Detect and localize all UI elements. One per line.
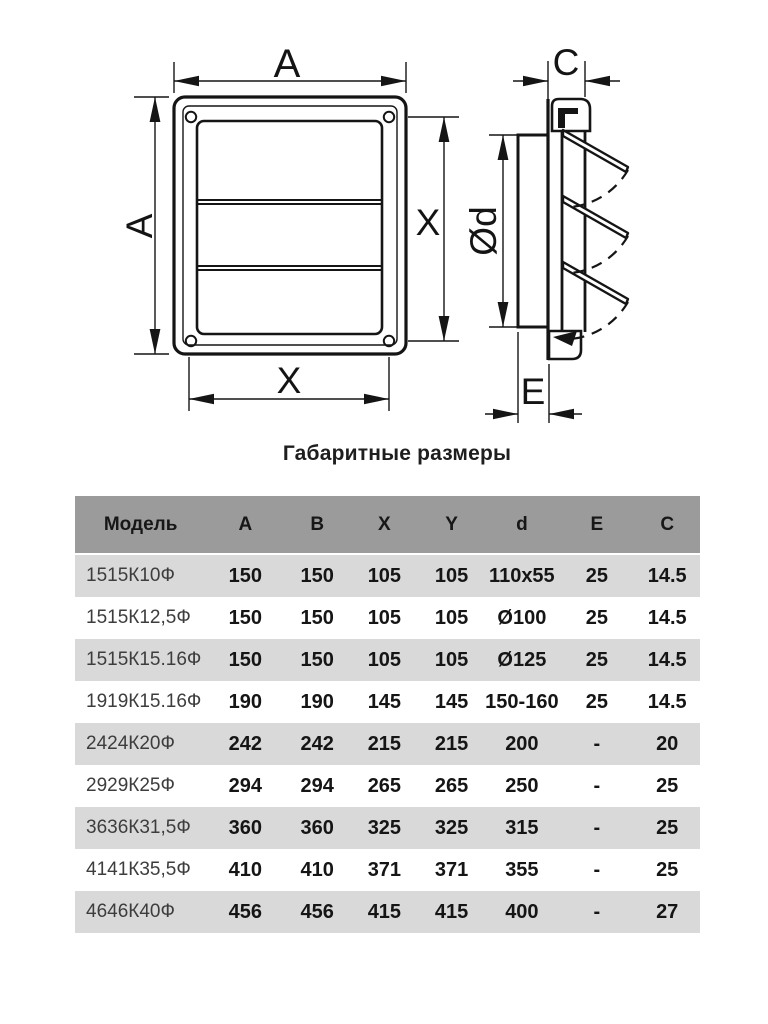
side-view [463,42,628,423]
front-view [119,42,459,411]
size-table [75,496,700,933]
dimension-value-cell: 456 [300,900,334,923]
model-name-cell: 3636К31,5Ф [86,817,191,838]
col-header-b: B [284,496,350,554]
dimension-value-cell: 150 [228,648,262,671]
drawing-caption: Габаритные размеры [282,442,512,465]
table-row [75,807,700,849]
model-name-cell: 4141К35,5Ф [86,859,191,880]
model-name-cell: 1919К15.16Ф [86,691,202,712]
dimension-value-cell: 410 [300,858,334,881]
dimension-value-cell: 456 [228,900,262,923]
dimension-value-cell: 14.5 [647,606,687,629]
dimension-value-cell: 325 [434,816,469,839]
dimension-value-cell: Ø125 [497,648,547,671]
dimension-value-cell: Ø100 [497,606,547,629]
table-row [75,597,700,639]
top-hook [552,99,590,131]
dimension-value-cell: 105 [367,564,402,587]
dimension-value-cell: 294 [300,774,334,797]
col-header-d: d [484,496,559,554]
duct-spigot [518,135,548,327]
dimension-value-cell: 325 [367,816,402,839]
dimension-value-cell: 294 [228,774,262,797]
dimension-value-cell: 415 [434,900,469,923]
size-table-header [75,496,700,554]
dim-label-c: C [552,42,580,83]
dimension-value-cell: 25 [656,816,679,839]
dimension-value-cell: 410 [228,858,262,881]
dimension-value-cell: 105 [434,606,469,629]
dimension-value-cell: 242 [300,732,334,755]
dimension-value-cell: 14.5 [647,690,687,713]
flap-swing-arcs [571,170,628,339]
dim-label-a-top: A [273,42,301,86]
model-name-cell: 4646К40Ф [86,901,175,922]
dimension-value-cell: 242 [228,732,262,755]
dimension-value-cell: 105 [434,648,469,671]
dimension-value-cell: 25 [585,564,608,587]
dimension-value-cell: 25 [656,858,679,881]
dimension-value-cell: 200 [505,732,539,755]
dim-label-x-bottom: X [276,360,302,401]
dimension-value-cell: 145 [367,690,402,713]
dimension-drawing [0,0,768,430]
dimension-value-cell: 14.5 [647,648,687,671]
dimension-value-cell: 145 [434,690,469,713]
col-header-c: C [634,496,700,554]
table-row [75,765,700,807]
model-name-cell: 2929К25Ф [86,775,175,796]
dimension-value-cell: 150 [228,564,262,587]
dimension-value-cell: 105 [434,564,469,587]
col-header-y: Y [419,496,485,554]
dimension-value-cell: 190 [300,690,334,713]
dimension-value-cell: 360 [300,816,334,839]
dimension-value-cell: 400 [505,900,539,923]
dimension-value-cell: 25 [585,690,608,713]
dimension-value-cell: 371 [434,858,469,881]
table-row [75,723,700,765]
model-name-cell: 1515К15.16Ф [86,649,202,670]
table-row [75,681,700,723]
louver-panel [197,121,382,334]
dim-label-e: E [520,371,546,412]
dimension-value-cell: 415 [367,900,402,923]
dimension-value-cell: 25 [656,774,679,797]
dimension-value-cell: 315 [505,816,539,839]
dim-label-x-right: X [415,202,441,243]
dimension-value-cell: - [593,816,601,839]
flap [563,130,628,172]
dimension-value-cell: - [593,732,601,755]
dimension-value-cell: 265 [434,774,469,797]
size-table-body [75,554,700,933]
dimension-value-cell: 250 [505,774,539,797]
dimension-value-cell: 265 [367,774,402,797]
dimension-value-cell: 25 [585,648,608,671]
dimension-value-cell: 150 [300,648,334,671]
dimension-value-cell: - [593,774,601,797]
dimension-value-cell: 150 [300,606,334,629]
dim-label-diameter: Ød [463,206,504,256]
dimension-value-cell: 190 [228,690,262,713]
louver-flaps [563,130,628,304]
dimension-value-cell: 25 [585,606,608,629]
model-name-cell: 1515К12,5Ф [86,607,191,628]
dimension-value-cell: 150-160 [485,690,559,713]
table-row [75,891,700,933]
dimension-value-cell: 14.5 [647,564,687,587]
col-header-x: X [350,496,419,554]
dimension-value-cell: - [593,858,601,881]
dimension-value-cell: 150 [300,564,334,587]
dimension-value-cell: - [593,900,601,923]
col-header-e: E [559,496,634,554]
dimension-value-cell: 27 [656,900,679,923]
dimension-value-cell: 215 [367,732,402,755]
model-name-cell: 2424К20Ф [86,733,175,754]
col-header-model: Модель [75,496,206,554]
flap [563,196,628,238]
dimension-value-cell: 355 [505,858,539,881]
dimension-value-cell: 110x55 [489,564,555,587]
dimension-value-cell: 371 [367,858,402,881]
dimension-value-cell: 215 [434,732,469,755]
dimension-value-cell: 105 [367,606,402,629]
flap [563,262,628,304]
dimension-value-cell: 20 [656,732,679,755]
model-name-cell: 1515К10Ф [86,565,175,586]
dimension-value-cell: 150 [228,606,262,629]
table-row [75,639,700,681]
size-table-section [75,496,700,933]
dimension-value-cell: 360 [228,816,262,839]
header-row [75,496,700,554]
dim-label-a-left: A [119,213,160,239]
col-header-a: A [206,496,284,554]
table-row [75,849,700,891]
table-row [75,554,700,597]
dimension-value-cell: 105 [367,648,402,671]
